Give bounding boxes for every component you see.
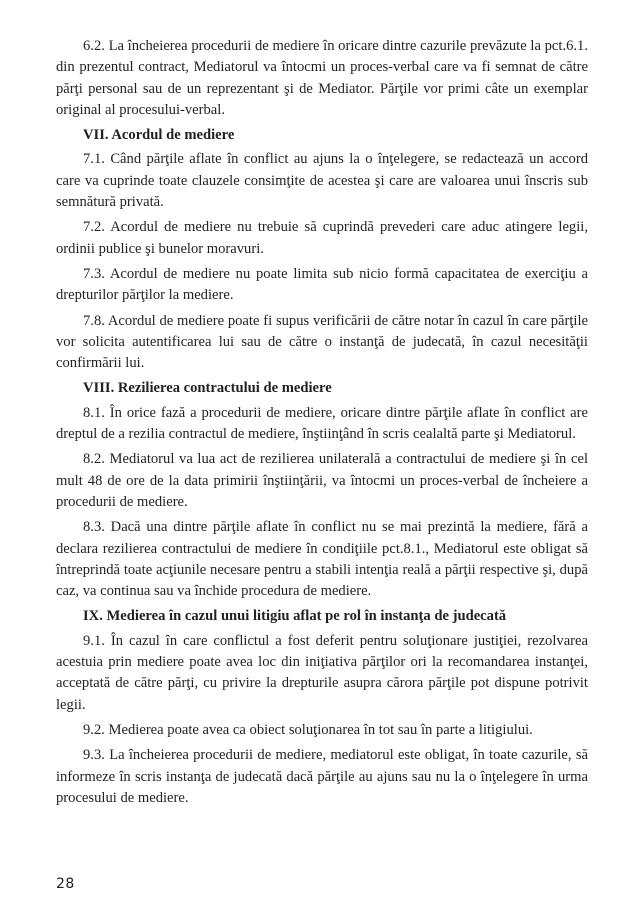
paragraph-9-3: 9.3. La încheierea procedurii de mediere, mediatorul este obligat, în toate cazurile, să informeze în scris instanţa de judecată dacă părţile au ajuns sau nu la o înţelegere în urma procesului de mediere. xyxy=(56,747,588,806)
paragraph-8-2: 8.2. Mediatorul va lua act de rezilierea unilaterală a contractului de mediere şi în cel mult 48 de ore de la data primirii înştiinţării, va întocmi un proces-verbal de încheiere a procedurii de mediere. xyxy=(56,451,588,510)
paragraph-7-3: 7.3. Acordul de mediere nu poate limita sub nicio formă capacitatea de exerciţiu a drepturilor părţilor la mediere. xyxy=(56,265,588,304)
page-number: 28 xyxy=(56,876,75,892)
paragraph-6-2: 6.2. La încheierea procedurii de mediere în oricare dintre cazurile prevăzute la pct.6.1. din prezentul contract, Mediatorul va întocmi un proces-verbal care va fi semnat de către părţi personal sau de un reprezentant şi de Mediator. Părţile vor primi câte un exemplar original al procesului-verbal. xyxy=(56,38,588,118)
paragraph-8-1: 8.1. În orice fază a procedurii de mediere, oricare dintre părţile aflate în conflict are dreptul de a rezilia contractul de mediere, înştiinţând în scris cealaltă parte şi Mediatorul. xyxy=(56,404,588,443)
paragraph-7-1: 7.1. Când părţile aflate în conflict au ajuns la o înţelegere, se redactează un accord care va cuprinde toate clauzele consimţite de acestea şi care are valoarea unui înscris sub semnătură privată. xyxy=(56,151,588,211)
page-content xyxy=(56,36,588,813)
section-heading-viii: VIII. Rezilierea contractului de mediere xyxy=(83,380,332,397)
paragraph-8-3: 8.3. Dacă una dintre părţile aflate în conflict nu se mai prezintă la mediere, fără a declara rezilierea contractului de mediere în condiţiile pct.8.1., Mediatorul este obligat să întreprindă toate acţiunile necesare pentru a stabili intenţia reală a părţii respective şi, după caz, va continua sau va închide procedura de mediere. xyxy=(56,519,588,600)
section-heading-ix: IX. Medierea în cazul unui litigiu aflat pe rol în instanţa de judecată xyxy=(83,608,507,625)
paragraph-9-1: 9.1. În cazul în care conflictul a fost deferit pentru soluţionare justiţiei, rezolvarea acestuia prin mediere poate avea loc din iniţiativa părţilor ori la recomandarea instanţei, acceptată de către părţi, cu privire la drepturile asupra cărora părţile pot dispune potrivit legii. xyxy=(56,632,588,713)
paragraph-7-8: 7.8. Acordul de mediere poate fi supus verificării de către notar în cazul în care părţile vor solicita autentificarea lui sau de către o instanţă de judecată, în cazul necesităţii confirmării lui. xyxy=(56,312,588,372)
paragraph-9-2: 9.2. Medierea poate avea ca obiect soluţionarea în tot sau în parte a litigiului. xyxy=(83,721,533,738)
paragraph-7-2: 7.2. Acordul de mediere nu trebuie să cuprindă prevederi care aduc atingere legii, ordinii publice şi bunelor moravuri. xyxy=(56,219,588,257)
section-heading-vii: VII. Acordul de mediere xyxy=(83,127,235,144)
